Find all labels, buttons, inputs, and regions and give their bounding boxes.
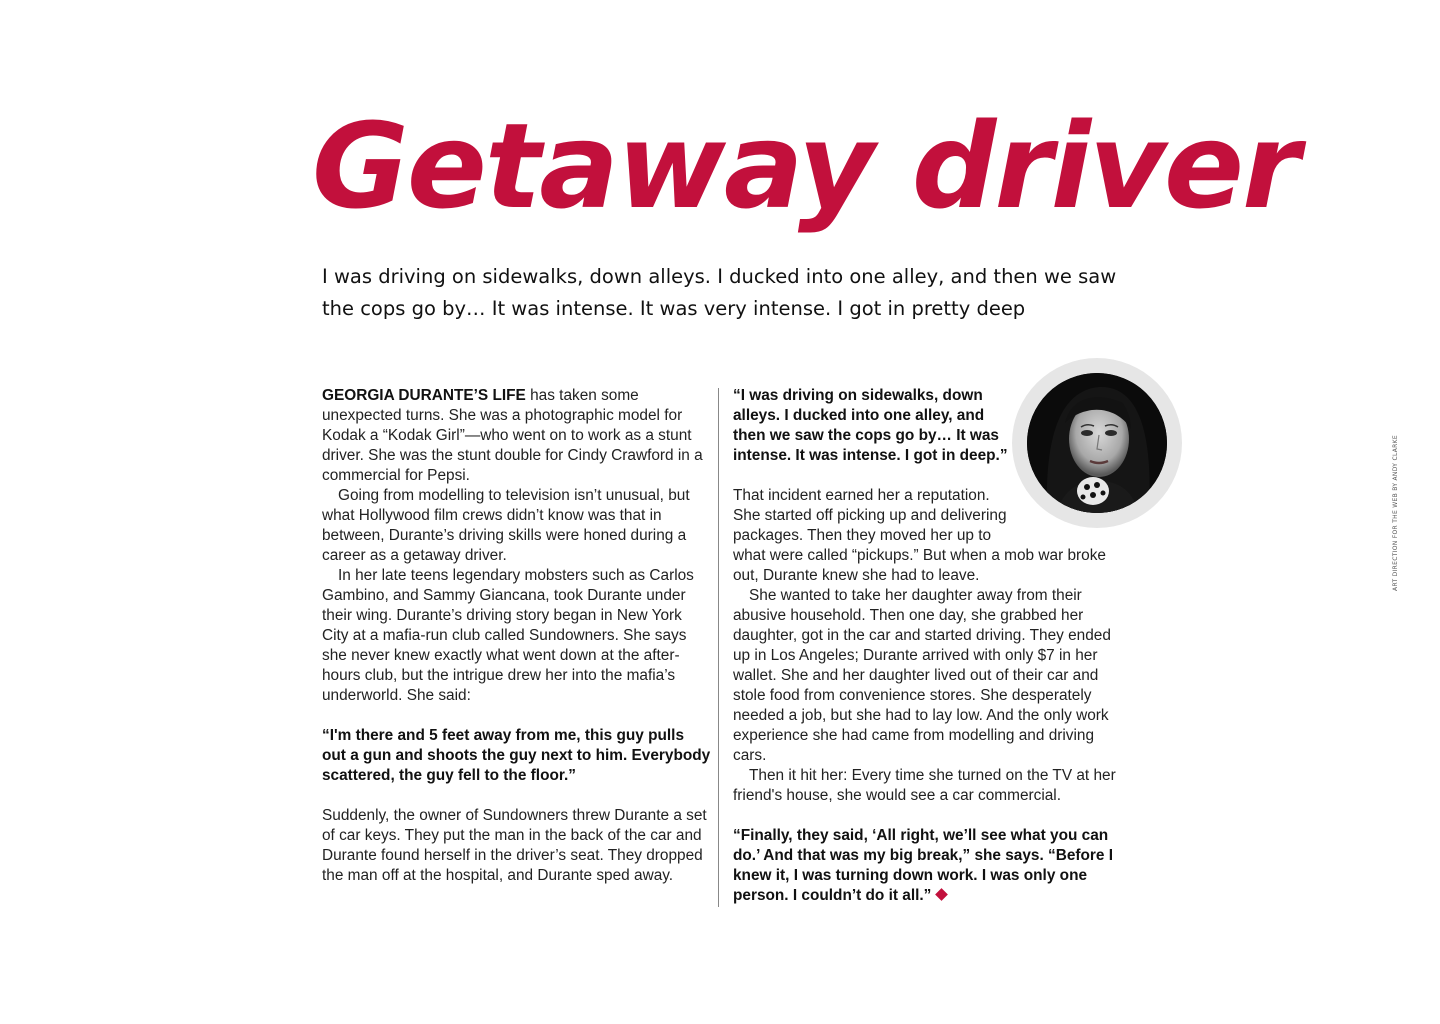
body-paragraph: In her late teens legendary mobsters such as Carlos Gambino, and Sammy Giancana, took Durante under their wing. Durante’s driving story began in New York City at a mafia-run club called Sundowners. She says she never knew exactly what went down at the after-hours club, but the intrigue drew her into the mafia’s underworld. She said: — [322, 567, 694, 704]
standfirst: I was driving on sidewalks, down alleys. I ducked into one alley, and then we saw the cops go by… It was intense. It was very intense. I got in pretty deep — [322, 265, 1117, 320]
body-paragraph: Suddenly, the owner of Sundowners threw Durante a set of car keys. They put the man in the back of the car and Durante found herself in the driver’s seat. They dropped the man off at the hospital, and Durante sped away. — [322, 807, 707, 884]
closing-quote — [733, 826, 1119, 906]
body-paragraph: That incident earned her a reputation. She started off picking up and delivering packages. Then they moved her up to what were called “pickups.” But when a mob war broke out, Durante knew she had to leave. — [733, 487, 1106, 584]
lead-in: GEORGIA DURANTE’S LIFE — [322, 387, 526, 404]
column-divider — [718, 388, 719, 907]
portrait-frame — [1012, 358, 1182, 528]
page-title: Getaway driver — [312, 97, 1299, 235]
intro-text: has taken some unexpected turns. She was a photographic model for Kodak a “Kodak Girl”—who went on to work as a stunt driver. She was the stunt double for Cindy Crawford in a commercial for Pepsi. — [322, 387, 703, 484]
portrait-photo — [1027, 373, 1167, 513]
closing-quote-text: “Finally, they said, ‘All right, we’ll see what you can do.’ And that was my big break,” she says. “Before I knew it, I was turning down work. I was only one person. I couldn’t do it all.” — [733, 827, 1114, 904]
body-paragraph: Then it hit her: Every time she turned on the TV at her friend's house, she would see a car commercial. — [733, 767, 1116, 804]
left-column — [322, 386, 712, 886]
body-paragraph: Going from modelling to television isn’t unusual, but what Hollywood film crews didn’t know was that in between, Durante’s driving skills were honed during a career as a getaway driver. — [322, 487, 690, 564]
art-direction-credit: ART DIRECTION FOR THE WEB BY ANDY CLARKE — [1392, 435, 1399, 591]
inline-quote: “I'm there and 5 feet away from me, this guy pulls out a gun and shoots the guy next to him. Everybody scattered, the guy fell to the floor.” — [322, 727, 711, 784]
body-paragraph: She wanted to take her daughter away from their abusive household. Then one day, she grabbed her daughter, got in the car and started driving. They ended up in Los Angeles; Durante arrived with only $7 in her wallet. She and her daughter lived out of their car and stole food from convenience stores. She desperately needed a job, but she had to lay low. And the only work experience she had came from modelling and driving cars. — [733, 587, 1111, 764]
woman-portrait-icon — [1027, 373, 1167, 513]
pull-quote: “I was driving on sidewalks, down alleys. I ducked into one alley, and then we saw the cops go by… It was intense. It was intense. I got in deep.” — [733, 387, 1008, 464]
intro-paragraph — [322, 386, 712, 486]
end-mark-icon — [936, 888, 949, 901]
